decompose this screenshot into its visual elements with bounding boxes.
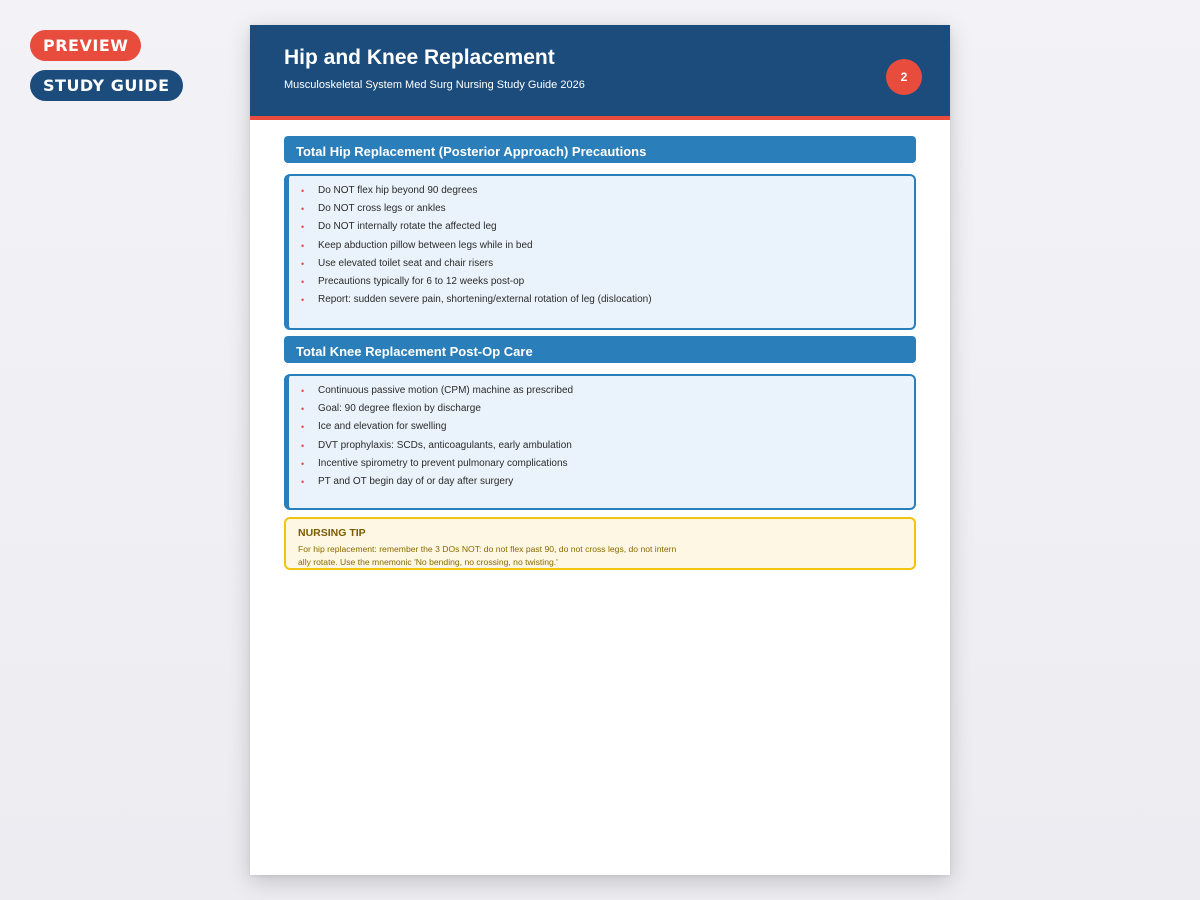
- nursing-tip-text: For hip replacement: remember the 3 DOs NOT: do not flex past 90, do not cross legs, do not internally rotate. Use the mnemonic 'No bending, no crossing, no twisting.': [298, 544, 677, 567]
- bullet-icon: •: [301, 222, 305, 233]
- bullet-icon: •: [301, 258, 305, 269]
- list-item-text: PT and OT begin day of or day after surgery: [318, 475, 514, 487]
- list-item: [300, 256, 914, 274]
- list-item: [300, 438, 914, 456]
- list-item: [300, 274, 914, 292]
- list-item-text: Ice and elevation for swelling: [318, 421, 447, 433]
- page-subtitle: Musculoskeletal System Med Surg Nursing Study Guide 2026: [284, 79, 585, 91]
- list-item: [300, 238, 914, 256]
- bullet-icon: •: [301, 386, 305, 396]
- list-item-text: Continuous passive motion (CPM) machine as prescribed: [318, 385, 574, 396]
- list-item-text: Keep abduction pillow between legs while in bed: [318, 239, 533, 251]
- list-item: [300, 201, 914, 219]
- section-header-hip: Total Hip Replacement (Posterior Approach) Precautions: [284, 136, 916, 163]
- list-item: [300, 219, 914, 237]
- bullet-icon: •: [301, 458, 305, 469]
- section-box-knee: [284, 374, 916, 510]
- page-title: Hip and Knee Replacement: [284, 46, 555, 69]
- bullet-icon: •: [301, 404, 305, 415]
- knee-care-list: [289, 376, 914, 492]
- list-item-text: Do NOT cross legs or ankles: [318, 203, 446, 215]
- list-item: [300, 419, 914, 437]
- list-item-text: Report: sudden severe pain, shortening/external rotation of leg (dislocation): [318, 294, 652, 306]
- bullet-icon: •: [301, 204, 305, 215]
- bullet-icon: •: [301, 295, 305, 306]
- list-item-text: Do NOT internally rotate the affected leg: [318, 221, 497, 233]
- bullet-icon: •: [301, 422, 305, 433]
- header-accent-stripe: [250, 116, 950, 120]
- list-item-text: Precautions typically for 6 to 12 weeks post-op: [318, 275, 525, 287]
- bullet-icon: •: [301, 276, 305, 287]
- document-page: [250, 25, 950, 875]
- list-item-text: Do NOT flex hip beyond 90 degrees: [318, 185, 478, 196]
- list-item-text: Goal: 90 degree flexion by discharge: [318, 403, 481, 415]
- nursing-tip-box: [284, 517, 916, 570]
- nursing-tip-title: NURSING TIP: [298, 527, 366, 539]
- list-item: [300, 183, 914, 201]
- list-item: [300, 456, 914, 474]
- bullet-icon: •: [301, 440, 305, 451]
- hip-precautions-list: [289, 176, 914, 310]
- section-box-hip: [284, 174, 916, 330]
- bullet-icon: •: [301, 186, 305, 196]
- list-item: [300, 474, 914, 492]
- list-item: [300, 401, 914, 419]
- study-guide-badge: STUDY GUIDE: [30, 70, 183, 101]
- preview-badge: PREVIEW: [30, 30, 141, 61]
- list-item-text: Use elevated toilet seat and chair risers: [318, 257, 494, 269]
- list-item-text: Incentive spirometry to prevent pulmonary complications: [318, 457, 568, 469]
- bullet-icon: •: [301, 240, 305, 251]
- page-number-badge: 2: [886, 59, 922, 95]
- list-item: [300, 292, 914, 310]
- section-header-knee: Total Knee Replacement Post-Op Care: [284, 336, 916, 363]
- list-item: [300, 383, 914, 401]
- bullet-icon: •: [301, 476, 305, 487]
- list-item-text: DVT prophylaxis: SCDs, anticoagulants, early ambulation: [318, 439, 572, 451]
- page-header: [250, 25, 950, 116]
